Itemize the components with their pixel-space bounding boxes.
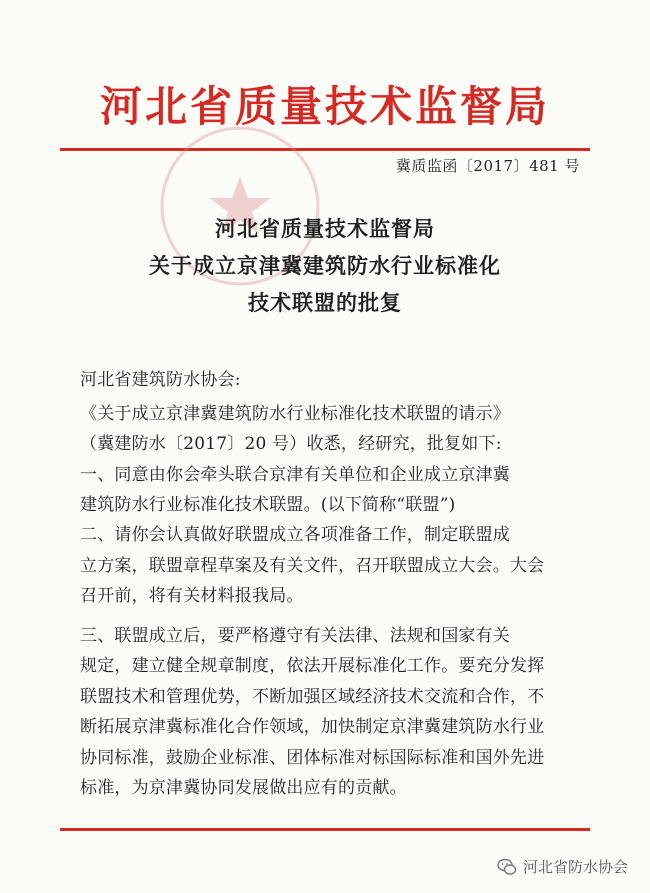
document-title-line-2: 关于成立京津冀建筑防水行业标准化 xyxy=(149,253,501,278)
body-line: 二、请你会认真做好联盟成立各项准备工作，制定联盟成 xyxy=(80,525,510,545)
body-line: 召开前，将有关材料报我局。 xyxy=(80,586,304,606)
body-line: 建筑防水行业标准化技术联盟。(以下简称“联盟”) xyxy=(80,495,456,515)
body-line: 《关于成立京津冀建筑防水行业标准化技术联盟的请示》 xyxy=(80,404,510,424)
body-line: 三、联盟成立后，要严格遵守有关法律、法规和国家有关 xyxy=(80,626,510,646)
body-line: 标准，为京津冀协同发展做出应有的贡献。 xyxy=(80,778,407,798)
watermark-text: 河北省防水协会 xyxy=(522,858,628,876)
body-line: 断拓展京津冀标准化合作领域，加快制定京津冀建筑防水行业 xyxy=(80,717,545,737)
watermark xyxy=(497,856,628,877)
document-title-line-3: 技术联盟的批复 xyxy=(248,290,402,315)
body-line: 联盟技术和管理优势，不断加强区域经济技术交流和合作，不 xyxy=(80,687,545,707)
body-line: 河北省建筑防水协会: xyxy=(80,370,241,390)
wechat-icon xyxy=(497,857,517,877)
body-line: （冀建防水〔2017〕20 号）收悉，经研究，批复如下: xyxy=(80,434,502,454)
document-title-line-1: 河北省质量技术监督局 xyxy=(215,216,435,241)
body-line: 协同标准，鼓励企业标准、团体标准对标国际标准和国外先进 xyxy=(80,748,545,768)
document-number: 冀质监函〔2017〕481 号 xyxy=(395,157,580,175)
body-line: 一、同意由你会牵头联合京津有关单位和企业成立京津冀 xyxy=(80,465,510,485)
issuer-title: 河北省质量技术监督局 xyxy=(99,82,550,131)
body-line: 规定，建立健全规章制度，依法开展标准化工作。要充分发挥 xyxy=(80,656,545,676)
footer-red-rule xyxy=(60,828,590,831)
body-line: 立方案，联盟章程草案及有关文件，召开联盟成立大会。大会 xyxy=(80,556,545,576)
